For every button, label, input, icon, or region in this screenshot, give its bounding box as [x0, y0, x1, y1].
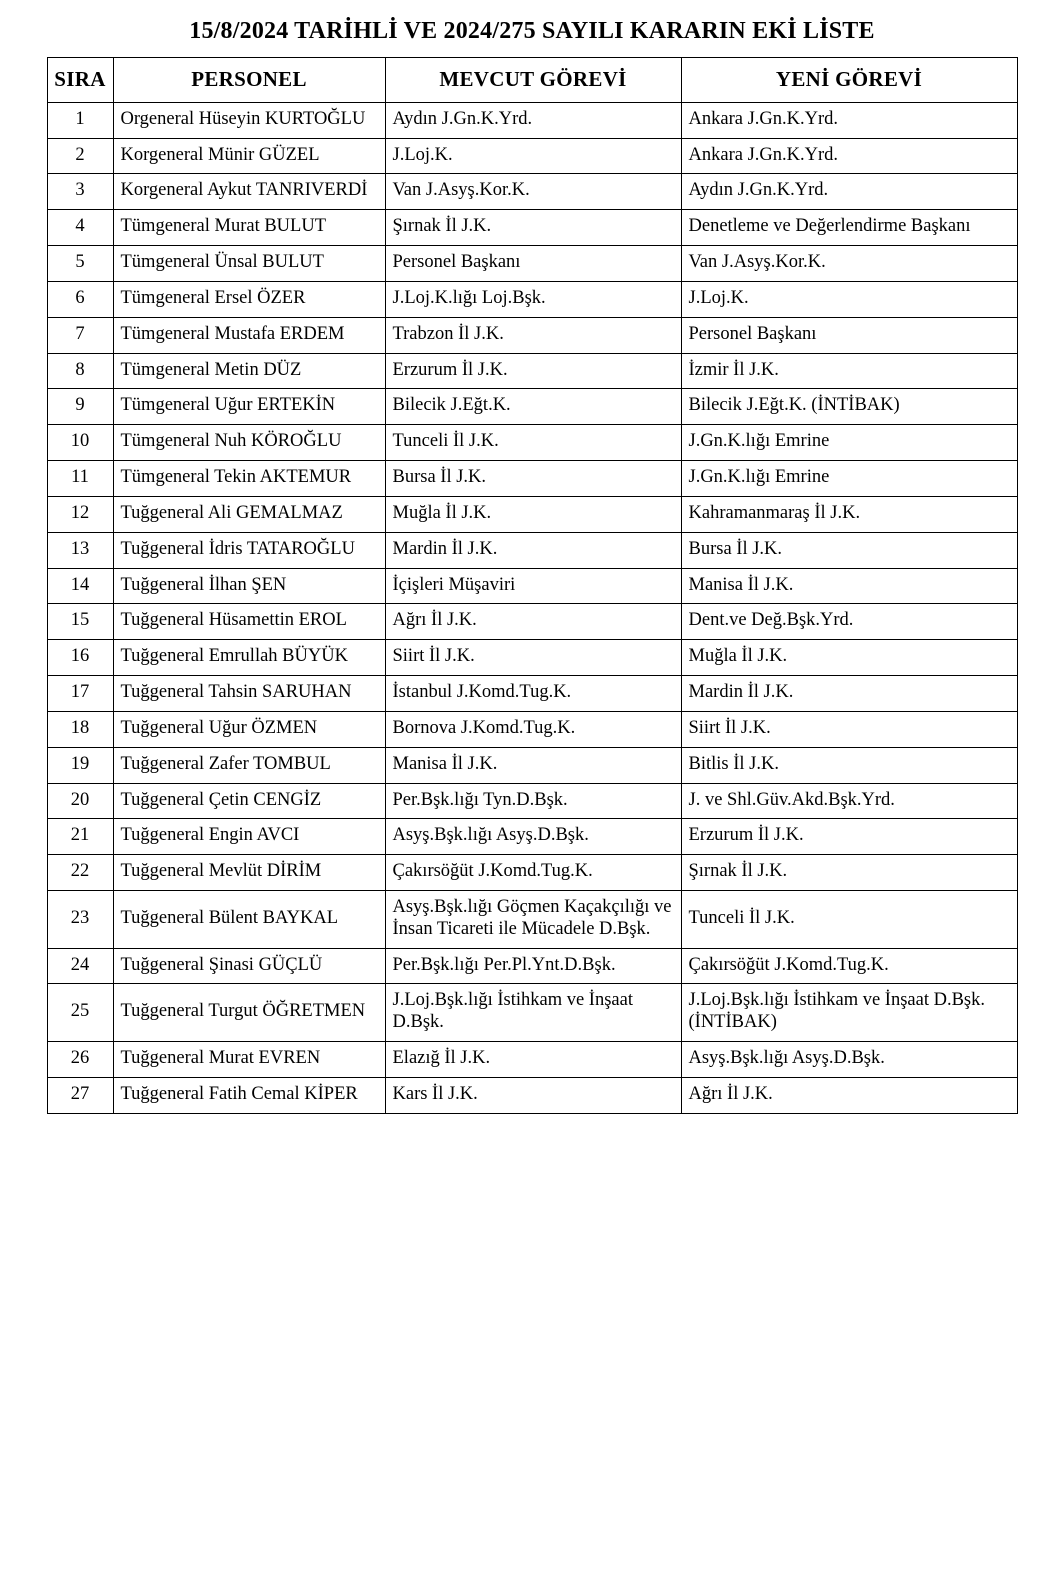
cell-sira: 4	[47, 210, 113, 246]
column-header-yeni-gorevi: YENİ GÖREVİ	[681, 58, 1017, 103]
cell-sira: 10	[47, 425, 113, 461]
cell-sira: 18	[47, 711, 113, 747]
cell-mevcut-gorevi: Per.Bşk.lığı Tyn.D.Bşk.	[385, 783, 681, 819]
cell-personel: Tuğgeneral Şinasi GÜÇLÜ	[113, 948, 385, 984]
table-row	[47, 317, 1017, 353]
cell-yeni-gorevi: Denetleme ve Değerlendirme Başkanı	[681, 210, 1017, 246]
cell-yeni-gorevi: Muğla İl J.K.	[681, 640, 1017, 676]
cell-sira: 1	[47, 102, 113, 138]
cell-yeni-gorevi: J.Loj.Bşk.lığı İstihkam ve İnşaat D.Bşk. (İNTİBAK)	[681, 984, 1017, 1042]
table-row	[47, 210, 1017, 246]
cell-personel: Tümgeneral Murat BULUT	[113, 210, 385, 246]
cell-mevcut-gorevi: Asyş.Bşk.lığı Asyş.D.Bşk.	[385, 819, 681, 855]
cell-mevcut-gorevi: Çakırsöğüt J.Komd.Tug.K.	[385, 855, 681, 891]
cell-mevcut-gorevi: Ağrı İl J.K.	[385, 604, 681, 640]
cell-mevcut-gorevi: Erzurum İl J.K.	[385, 353, 681, 389]
cell-yeni-gorevi: Ağrı İl J.K.	[681, 1077, 1017, 1113]
cell-personel: Tümgeneral Tekin AKTEMUR	[113, 461, 385, 497]
cell-personel: Tuğgeneral Ali GEMALMAZ	[113, 496, 385, 532]
cell-sira: 27	[47, 1077, 113, 1113]
cell-personel: Orgeneral Hüseyin KURTOĞLU	[113, 102, 385, 138]
cell-personel: Tümgeneral Metin DÜZ	[113, 353, 385, 389]
table-row	[47, 281, 1017, 317]
cell-yeni-gorevi: J. ve Shl.Güv.Akd.Bşk.Yrd.	[681, 783, 1017, 819]
cell-sira: 19	[47, 747, 113, 783]
cell-yeni-gorevi: Siirt İl J.K.	[681, 711, 1017, 747]
table-row	[47, 604, 1017, 640]
cell-personel: Tuğgeneral Uğur ÖZMEN	[113, 711, 385, 747]
cell-yeni-gorevi: Ankara J.Gn.K.Yrd.	[681, 102, 1017, 138]
table-row	[47, 102, 1017, 138]
cell-mevcut-gorevi: Siirt İl J.K.	[385, 640, 681, 676]
cell-personel: Tümgeneral Ünsal BULUT	[113, 246, 385, 282]
cell-yeni-gorevi: J.Loj.K.	[681, 281, 1017, 317]
cell-sira: 5	[47, 246, 113, 282]
cell-mevcut-gorevi: Per.Bşk.lığı Per.Pl.Ynt.D.Bşk.	[385, 948, 681, 984]
cell-sira: 8	[47, 353, 113, 389]
cell-personel: Tümgeneral Uğur ERTEKİN	[113, 389, 385, 425]
cell-mevcut-gorevi: J.Loj.Bşk.lığı İstihkam ve İnşaat D.Bşk.	[385, 984, 681, 1042]
cell-yeni-gorevi: Çakırsöğüt J.Komd.Tug.K.	[681, 948, 1017, 984]
cell-mevcut-gorevi: J.Loj.K.	[385, 138, 681, 174]
cell-mevcut-gorevi: J.Loj.K.lığı Loj.Bşk.	[385, 281, 681, 317]
table-row	[47, 711, 1017, 747]
cell-mevcut-gorevi: Van J.Asyş.Kor.K.	[385, 174, 681, 210]
cell-yeni-gorevi: Manisa İl J.K.	[681, 568, 1017, 604]
cell-sira: 17	[47, 676, 113, 712]
cell-sira: 3	[47, 174, 113, 210]
column-header-sira: SIRA	[47, 58, 113, 103]
cell-sira: 16	[47, 640, 113, 676]
cell-yeni-gorevi: J.Gn.K.lığı Emrine	[681, 461, 1017, 497]
table-row	[47, 948, 1017, 984]
table-row	[47, 389, 1017, 425]
cell-yeni-gorevi: Dent.ve Değ.Bşk.Yrd.	[681, 604, 1017, 640]
cell-sira: 15	[47, 604, 113, 640]
cell-mevcut-gorevi: Muğla İl J.K.	[385, 496, 681, 532]
table-row	[47, 890, 1017, 948]
table-row	[47, 496, 1017, 532]
table-row	[47, 568, 1017, 604]
cell-personel: Tümgeneral Mustafa ERDEM	[113, 317, 385, 353]
table-row	[47, 138, 1017, 174]
cell-sira: 21	[47, 819, 113, 855]
cell-yeni-gorevi: Asyş.Bşk.lığı Asyş.D.Bşk.	[681, 1042, 1017, 1078]
cell-mevcut-gorevi: Bornova J.Komd.Tug.K.	[385, 711, 681, 747]
cell-yeni-gorevi: Mardin İl J.K.	[681, 676, 1017, 712]
cell-personel: Tuğgeneral Turgut ÖĞRETMEN	[113, 984, 385, 1042]
cell-personel: Tuğgeneral Çetin CENGİZ	[113, 783, 385, 819]
cell-sira: 13	[47, 532, 113, 568]
cell-sira: 26	[47, 1042, 113, 1078]
cell-mevcut-gorevi: Personel Başkanı	[385, 246, 681, 282]
cell-mevcut-gorevi: Mardin İl J.K.	[385, 532, 681, 568]
cell-yeni-gorevi: J.Gn.K.lığı Emrine	[681, 425, 1017, 461]
cell-yeni-gorevi: Personel Başkanı	[681, 317, 1017, 353]
cell-mevcut-gorevi: Manisa İl J.K.	[385, 747, 681, 783]
cell-mevcut-gorevi: Kars İl J.K.	[385, 1077, 681, 1113]
table-row	[47, 174, 1017, 210]
cell-yeni-gorevi: Tunceli İl J.K.	[681, 890, 1017, 948]
cell-personel: Korgeneral Aykut TANRIVERDİ	[113, 174, 385, 210]
column-header-mevcut-gorevi: MEVCUT GÖREVİ	[385, 58, 681, 103]
cell-yeni-gorevi: Kahramanmaraş İl J.K.	[681, 496, 1017, 532]
cell-personel: Tuğgeneral Emrullah BÜYÜK	[113, 640, 385, 676]
cell-sira: 25	[47, 984, 113, 1042]
cell-sira: 24	[47, 948, 113, 984]
cell-personel: Tuğgeneral Murat EVREN	[113, 1042, 385, 1078]
cell-mevcut-gorevi: İstanbul J.Komd.Tug.K.	[385, 676, 681, 712]
table-row	[47, 1077, 1017, 1113]
table-row	[47, 353, 1017, 389]
cell-mevcut-gorevi: Aydın J.Gn.K.Yrd.	[385, 102, 681, 138]
cell-sira: 6	[47, 281, 113, 317]
table-row	[47, 783, 1017, 819]
cell-sira: 9	[47, 389, 113, 425]
cell-sira: 14	[47, 568, 113, 604]
cell-personel: Tuğgeneral İlhan ŞEN	[113, 568, 385, 604]
table-row	[47, 425, 1017, 461]
cell-sira: 20	[47, 783, 113, 819]
table-row	[47, 819, 1017, 855]
cell-personel: Korgeneral Münir GÜZEL	[113, 138, 385, 174]
cell-personel: Tuğgeneral Zafer TOMBUL	[113, 747, 385, 783]
cell-yeni-gorevi: Ankara J.Gn.K.Yrd.	[681, 138, 1017, 174]
table-row	[47, 640, 1017, 676]
cell-mevcut-gorevi: Bilecik J.Eğt.K.	[385, 389, 681, 425]
table-row	[47, 461, 1017, 497]
cell-yeni-gorevi: Bitlis İl J.K.	[681, 747, 1017, 783]
table-body	[47, 102, 1017, 1113]
cell-mevcut-gorevi: Trabzon İl J.K.	[385, 317, 681, 353]
cell-mevcut-gorevi: Bursa İl J.K.	[385, 461, 681, 497]
table-row	[47, 1042, 1017, 1078]
cell-sira: 23	[47, 890, 113, 948]
cell-personel: Tuğgeneral İdris TATAROĞLU	[113, 532, 385, 568]
cell-yeni-gorevi: Bursa İl J.K.	[681, 532, 1017, 568]
cell-yeni-gorevi: Aydın J.Gn.K.Yrd.	[681, 174, 1017, 210]
cell-yeni-gorevi: Van J.Asyş.Kor.K.	[681, 246, 1017, 282]
cell-personel: Tümgeneral Nuh KÖROĞLU	[113, 425, 385, 461]
table-row	[47, 855, 1017, 891]
cell-mevcut-gorevi: Elazığ İl J.K.	[385, 1042, 681, 1078]
table-row	[47, 747, 1017, 783]
cell-mevcut-gorevi: Şırnak İl J.K.	[385, 210, 681, 246]
cell-yeni-gorevi: Şırnak İl J.K.	[681, 855, 1017, 891]
page-title: 15/8/2024 TARİHLİ VE 2024/275 SAYILI KARARIN EKİ LİSTE	[189, 18, 875, 44]
cell-yeni-gorevi: İzmir İl J.K.	[681, 353, 1017, 389]
cell-personel: Tümgeneral Ersel ÖZER	[113, 281, 385, 317]
cell-personel: Tuğgeneral Hüsamettin EROL	[113, 604, 385, 640]
cell-mevcut-gorevi: Tunceli İl J.K.	[385, 425, 681, 461]
cell-mevcut-gorevi: Asyş.Bşk.lığı Göçmen Kaçakçılığı ve İnsan Ticareti ile Mücadele D.Bşk.	[385, 890, 681, 948]
cell-sira: 11	[47, 461, 113, 497]
cell-sira: 12	[47, 496, 113, 532]
personnel-assignment-table	[47, 57, 1018, 1114]
table-row	[47, 984, 1017, 1042]
cell-personel: Tuğgeneral Mevlüt DİRİM	[113, 855, 385, 891]
cell-mevcut-gorevi: İçişleri Müşaviri	[385, 568, 681, 604]
cell-yeni-gorevi: Erzurum İl J.K.	[681, 819, 1017, 855]
cell-personel: Tuğgeneral Fatih Cemal KİPER	[113, 1077, 385, 1113]
table-row	[47, 676, 1017, 712]
column-header-personel: PERSONEL	[113, 58, 385, 103]
table-header-row	[47, 58, 1017, 103]
cell-sira: 2	[47, 138, 113, 174]
table-row	[47, 246, 1017, 282]
cell-sira: 7	[47, 317, 113, 353]
cell-yeni-gorevi: Bilecik J.Eğt.K. (İNTİBAK)	[681, 389, 1017, 425]
cell-personel: Tuğgeneral Tahsin SARUHAN	[113, 676, 385, 712]
cell-sira: 22	[47, 855, 113, 891]
cell-personel: Tuğgeneral Engin AVCI	[113, 819, 385, 855]
cell-personel: Tuğgeneral Bülent BAYKAL	[113, 890, 385, 948]
table-row	[47, 532, 1017, 568]
